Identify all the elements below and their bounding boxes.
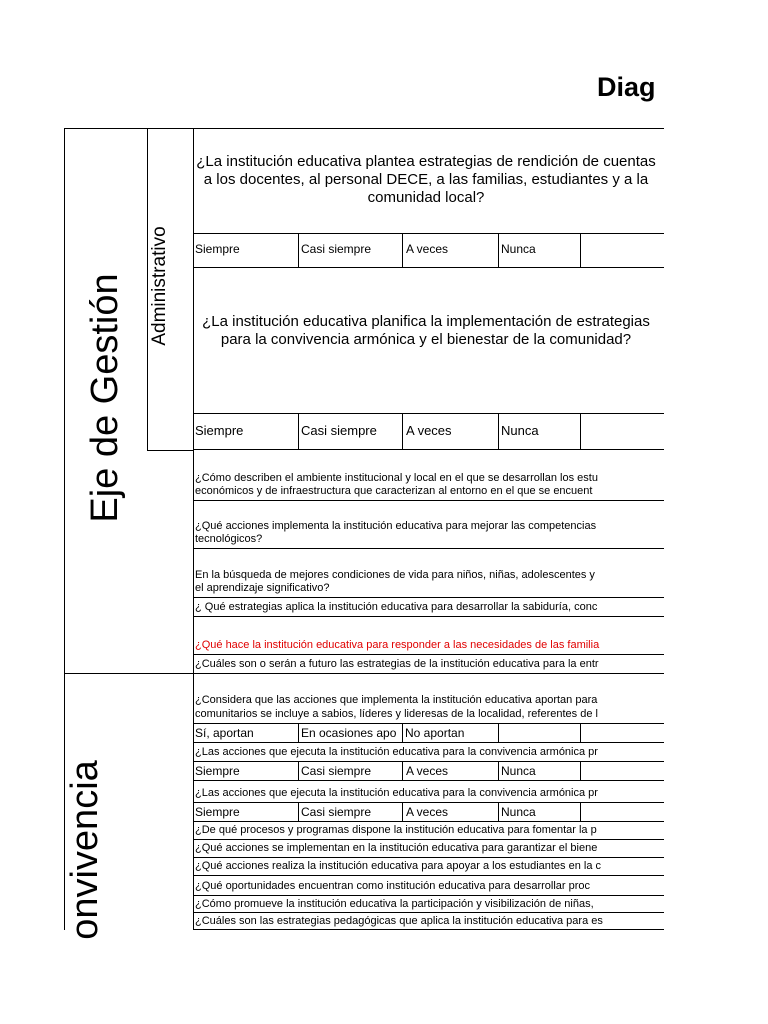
question-col-border — [193, 128, 194, 930]
cell-border — [298, 761, 299, 780]
conv-question-9: ¿Cuáles son las estrategias pedagógicas que aplica la institución educativa para es — [195, 915, 603, 927]
row-border — [193, 267, 664, 268]
row-border — [193, 413, 664, 414]
cell-border — [580, 723, 581, 742]
option-a-veces[interactable]: A veces — [406, 423, 452, 438]
conv-question-7: ¿Qué oportunidades encuentran como institución educativa para desarrollar proc — [195, 880, 591, 892]
row-border — [193, 895, 664, 896]
option-nunca[interactable]: Nunca — [501, 242, 536, 256]
gestion-question-1-cont: económicos y de infraestructura que caracterizan al entorno en el que se encuent — [195, 485, 593, 497]
gestion-question-3: En la búsqueda de mejores condiciones de vida para niños, niñas, adolescentes y — [195, 569, 595, 581]
option-no-aportan[interactable]: No aportan — [405, 726, 465, 740]
row-border — [193, 761, 664, 762]
row-border — [193, 875, 664, 876]
cell-border — [402, 761, 403, 780]
option-a-veces[interactable]: A veces — [406, 764, 449, 778]
option-nunca[interactable]: Nunca — [501, 805, 536, 819]
conv-question-5: ¿Qué acciones se implementan en la institución educativa para garantizar el biene — [195, 842, 598, 854]
conv-question-2: ¿Las acciones que ejecuta la institución educativa para la convivencia armónica pr — [195, 746, 598, 758]
cell-border — [402, 233, 403, 267]
row-border — [193, 233, 664, 234]
row-border — [193, 742, 664, 743]
option-en-ocasiones[interactable]: En ocasiones apo — [301, 726, 397, 740]
cell-border — [402, 413, 403, 449]
conv-question-3: ¿Las acciones que ejecuta la institución educativa para la convivencia armónica pr — [195, 787, 598, 799]
cell-border — [580, 761, 581, 780]
gestion-question-5: ¿Qué hace la institución educativa para responder a las necesidades de las familia — [195, 639, 600, 651]
section-divider — [64, 673, 194, 674]
admin-question-1: ¿La institución educativa plantea estrategias de rendición de cuentas a los docentes, al personal DECE, a las familias, estudiantes y a la comunidad local? — [196, 153, 656, 206]
admin-col-bottom — [147, 450, 193, 451]
conv-question-4: ¿De qué procesos y programas dispone la institución educativa para fomentar la p — [195, 824, 597, 836]
cell-border — [498, 761, 499, 780]
cell-border — [498, 233, 499, 267]
option-casi-siempre[interactable]: Casi siempre — [301, 764, 372, 778]
cell-border — [298, 413, 299, 449]
cell-border — [402, 723, 403, 742]
row-border — [193, 780, 664, 781]
option-a-veces[interactable]: A veces — [406, 242, 449, 256]
row-border — [193, 929, 664, 930]
table-top-border — [64, 128, 664, 129]
option-siempre[interactable]: Siempre — [195, 764, 240, 778]
option-si-aportan[interactable]: Sí, aportan — [195, 726, 254, 740]
row-border — [193, 548, 664, 549]
row-border — [193, 839, 664, 840]
row-border — [193, 616, 664, 617]
row-border — [193, 597, 664, 598]
cell-border — [580, 802, 581, 821]
row-border — [193, 654, 664, 655]
section-label-gestion: Eje de Gestión — [84, 273, 126, 523]
option-a-veces[interactable]: A veces — [406, 805, 449, 819]
conv-question-1: ¿Considera que las acciones que implementa la institución educativa aportan para — [195, 694, 598, 706]
row-border — [193, 857, 664, 858]
row-border — [193, 802, 664, 803]
conv-question-8: ¿Cómo promueve la institución educativa la participación y visibilización de niñas, — [195, 898, 594, 910]
cell-border — [498, 413, 499, 449]
option-casi-siempre[interactable]: Casi siempre — [301, 423, 377, 438]
row-border — [193, 912, 664, 913]
option-siempre[interactable]: Siempre — [195, 242, 240, 256]
cell-border — [580, 233, 581, 267]
cell-border — [298, 723, 299, 742]
option-nunca[interactable]: Nunca — [501, 423, 539, 438]
section-label-convivencia: onvivencia — [64, 760, 106, 940]
gestion-question-6: ¿Cuáles son o serán a futuro las estrategias de la institución educativa para la entr — [195, 658, 599, 670]
cell-border — [298, 233, 299, 267]
option-nunca[interactable]: Nunca — [501, 764, 536, 778]
row-border — [193, 449, 664, 450]
section-label-administrativo: Administrativo — [149, 226, 170, 346]
option-siempre[interactable]: Siempre — [195, 805, 240, 819]
cell-border — [498, 723, 499, 742]
option-casi-siempre[interactable]: Casi siempre — [301, 242, 372, 256]
conv-question-1-cont: comunitarios se incluye a sabios, líderes y lideresas de la localidad, referentes de l — [195, 708, 598, 720]
gestion-question-1: ¿Cómo describen el ambiente institucional y local en el que se desarrollan los estu — [195, 472, 598, 484]
gestion-question-2: ¿Qué acciones implementa la institución educativa para mejorar las competencias — [195, 520, 597, 532]
cell-border — [402, 802, 403, 821]
row-border — [193, 723, 664, 724]
row-border — [193, 500, 664, 501]
gestion-question-4: ¿ Qué estrategias aplica la institución educativa para desarrollar la sabiduría, conc — [195, 601, 598, 613]
admin-col-border — [147, 128, 148, 450]
option-casi-siempre[interactable]: Casi siempre — [301, 805, 372, 819]
admin-question-2: ¿La institución educativa planifica la implementación de estrategias para la convivencia armónica y el bienestar de la comunidad? — [202, 313, 650, 348]
cell-border — [580, 413, 581, 449]
gestion-question-2-cont: tecnológicos? — [195, 533, 263, 545]
conv-question-6: ¿Qué acciones realiza la institución educativa para apoyar a los estudiantes en la c — [195, 860, 602, 872]
row-border — [193, 673, 664, 674]
option-siempre[interactable]: Siempre — [195, 423, 244, 438]
cell-border — [298, 802, 299, 821]
cell-border — [498, 802, 499, 821]
page-title: Diag — [597, 72, 656, 102]
gestion-question-3-cont: el aprendizaje significativo? — [195, 582, 330, 594]
row-border — [193, 821, 664, 822]
